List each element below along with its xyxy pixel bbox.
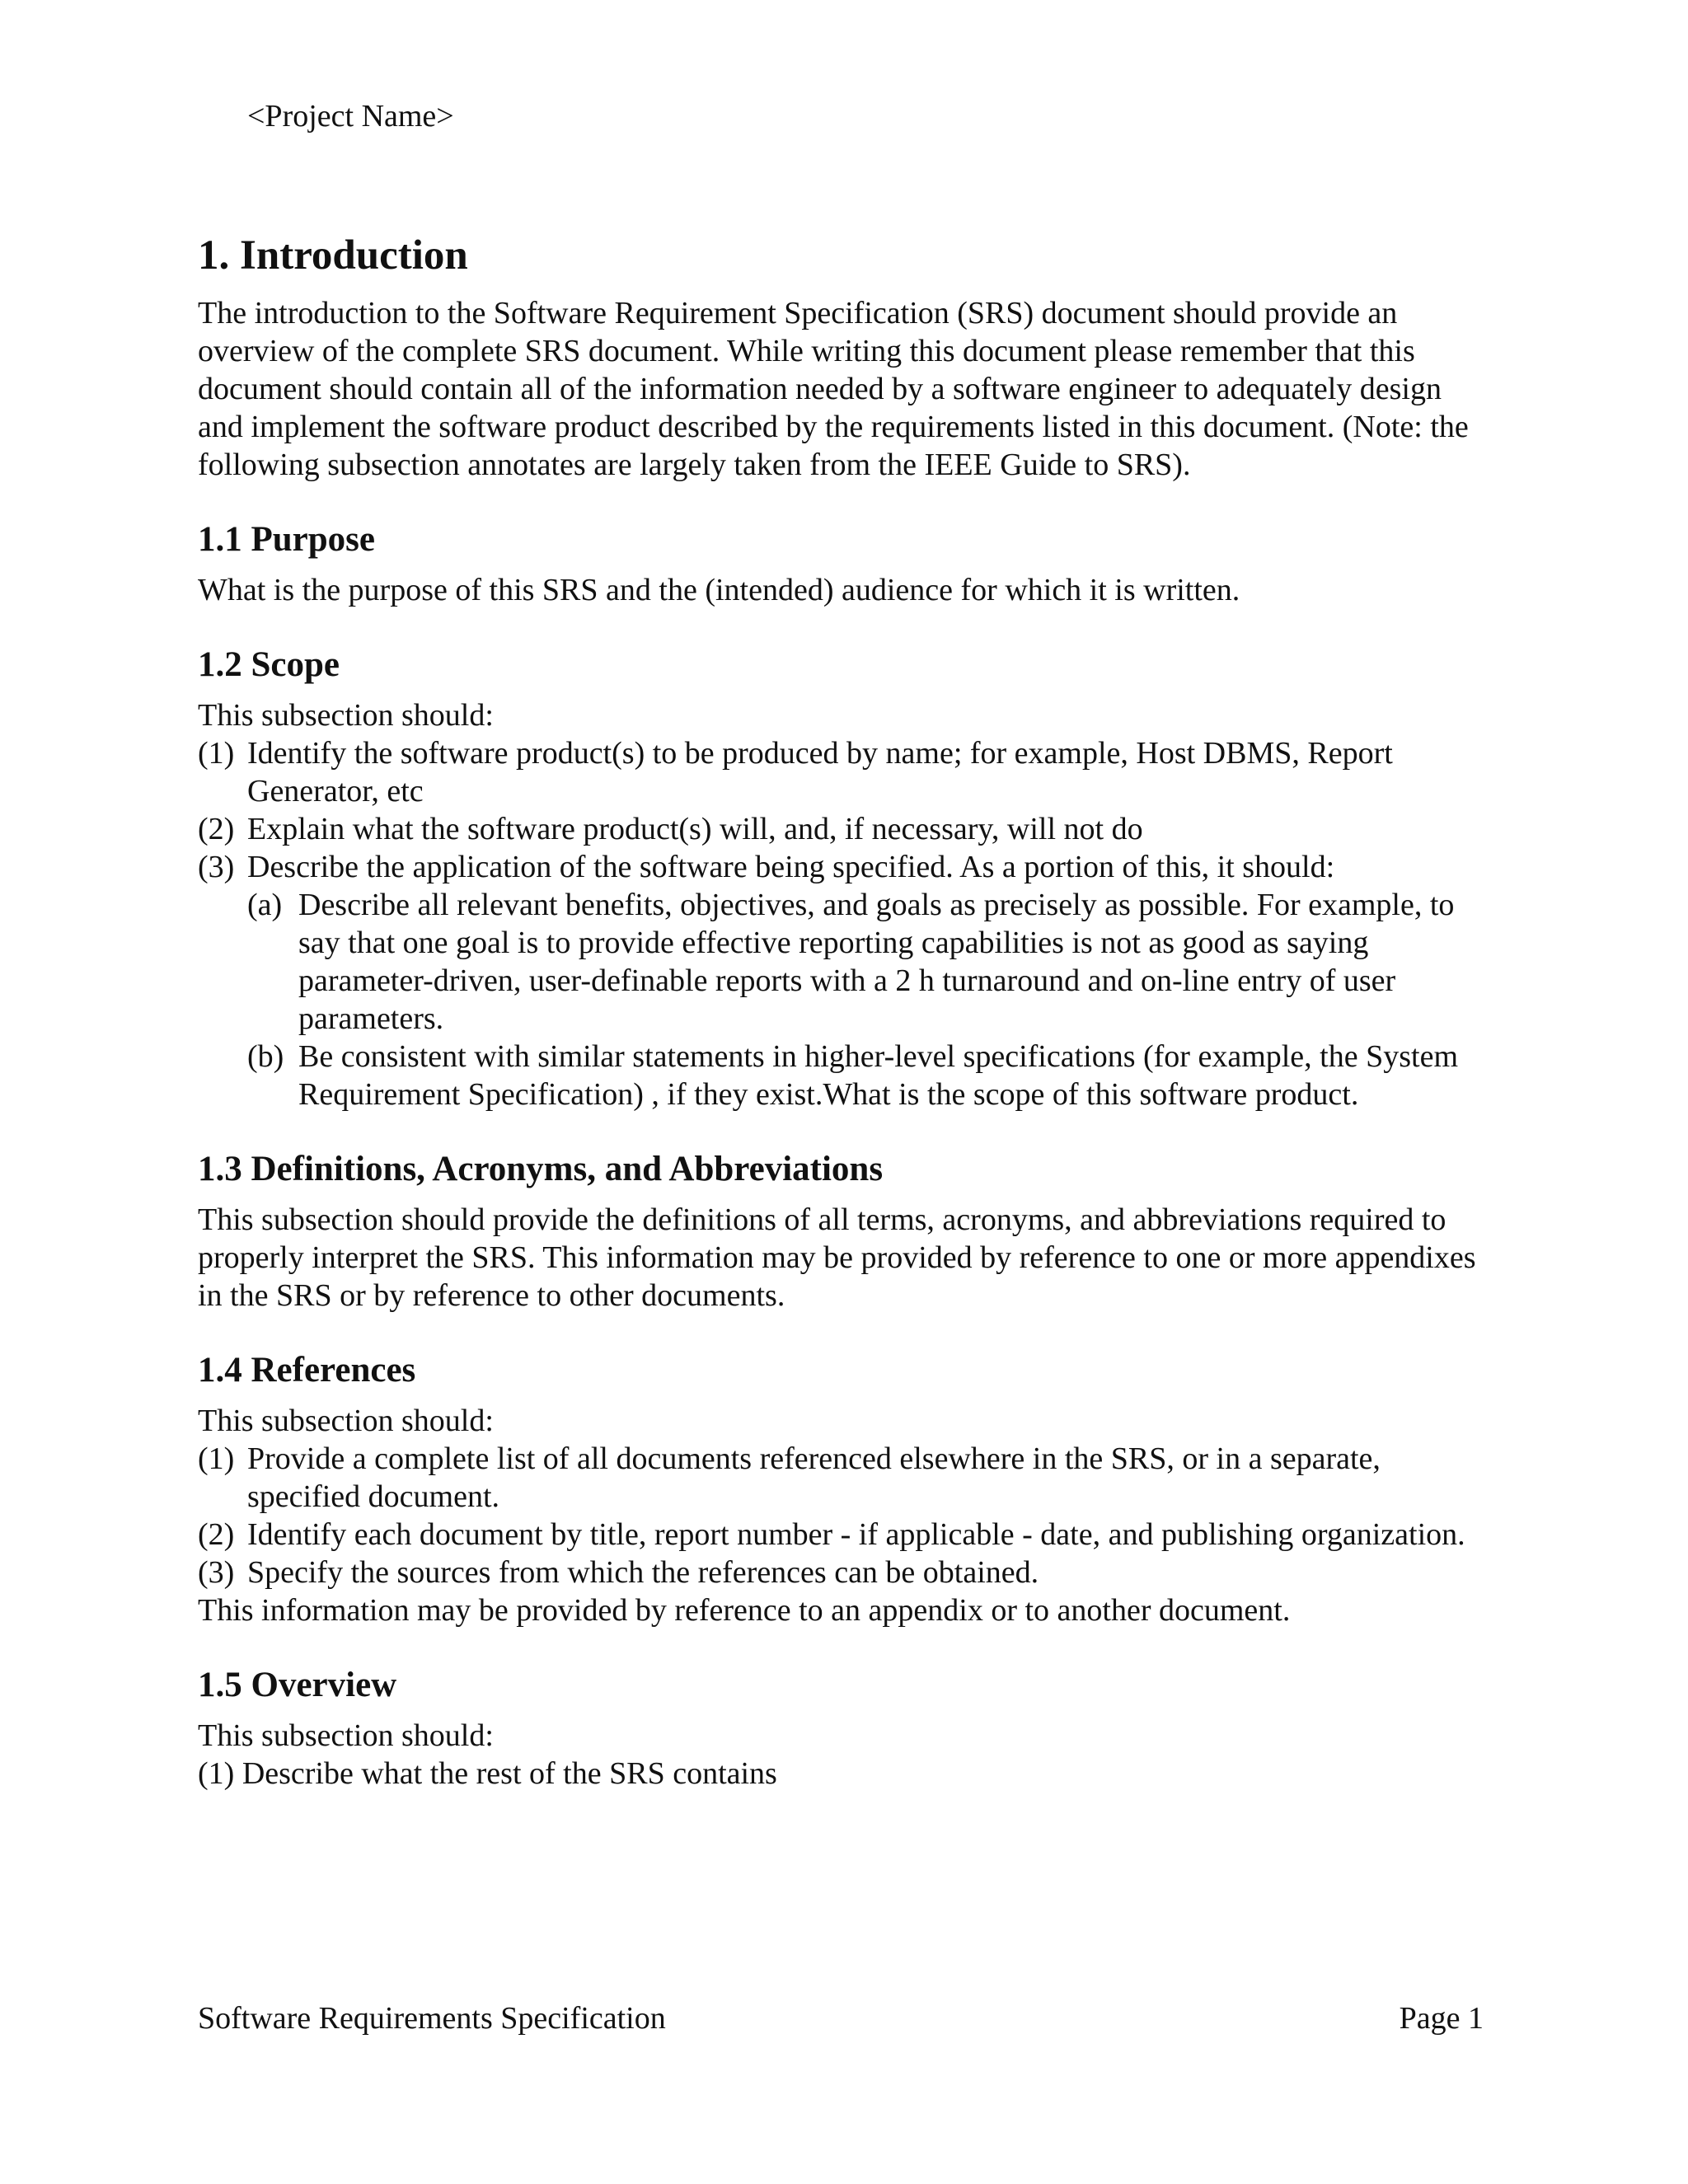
list-text: Identify each document by title, report number - if applicable - date, and publishing organization. [247,1517,1465,1552]
heading-scope: 1.2 Scope [198,645,340,684]
list-text: Specify the sources from which the references can be obtained. [247,1555,1039,1590]
heading-purpose: 1.1 Purpose [198,520,375,559]
footer-document-title: Software Requirements Specification [198,2001,666,2036]
definitions-body: This subsection should provide the definitions of all terms, acronyms, and abbreviations required to properly interpret the SRS. This information may be provided by reference to one or more appendixes in the SRS or by reference to other documents. [198,1202,1476,1313]
overview-list-item [198,1755,1484,1793]
heading-definitions: 1.3 Definitions, Acronyms, and Abbreviations [198,1150,884,1188]
section-overview [198,1664,1484,1793]
list-number: (1) [198,736,235,771]
footer-page-number: Page 1 [1399,2001,1484,2036]
section-introduction [198,227,1484,484]
sub-list-text: Describe all relevant benefits, objectives, and goals as precisely as possible. For example, to say that one goal is to provide effective reporting capabilities is not as good as saying parameter-driven, user-definable reports with a 2 h turnaround and on-line entry of user parameters. [298,888,1455,1036]
heading-references: 1.4 References [198,1351,416,1390]
references-list-item [198,1554,1484,1591]
references-list-item [198,1440,1484,1516]
list-number: (1) [198,1441,235,1476]
scope-intro: This subsection should: [198,698,494,733]
scope-list-item [198,848,1484,886]
scope-sub-item [198,1038,1484,1113]
scope-list-item [198,734,1484,810]
list-number: (3) [198,850,235,884]
sub-list-letter: (b) [247,1039,284,1074]
overview-intro: This subsection should: [198,1718,494,1753]
references-list-item [198,1516,1484,1554]
list-text: Describe what the rest of the SRS contains [241,1756,777,1791]
sub-list-text: Be consistent with similar statements in higher-level specifications (for example, the System Requirement Specification) , if they exist.What is the scope of this software product. [298,1039,1459,1112]
project-name-header: <Project Name> [247,99,454,134]
list-text: Provide a complete list of all documents referenced elsewhere in the SRS, or in a separate, specified document. [247,1441,1381,1514]
references-outro: This information may be provided by reference to an appendix or to another document. [198,1593,1291,1628]
introduction-body: The introduction to the Software Requirement Specification (SRS) document should provide an overview of the complete SRS document. While writing this document please remember that this document should contain all of the information needed by a software engineer to adequately design and implement the software product described by the requirements listed in this document. (Note: the following subsection annotates are largely taken from the IEEE Guide to SRS). [198,296,1469,482]
section-references [198,1349,1484,1629]
references-intro: This subsection should: [198,1404,494,1438]
list-number: (3) [198,1555,235,1590]
list-number: (1) [198,1756,235,1791]
list-text: Explain what the software product(s) will, and, if necessary, will not do [247,812,1143,846]
list-number: (2) [198,812,235,846]
section-definitions [198,1148,1484,1315]
sub-list-letter: (a) [247,888,283,922]
scope-list-item [198,810,1484,848]
scope-sub-item [198,886,1484,1038]
section-scope [198,644,1484,1113]
document-body [198,227,1484,1827]
list-number: (2) [198,1517,235,1552]
section-purpose [198,518,1484,609]
heading-introduction: 1. Introduction [198,232,468,279]
list-text: Identify the software product(s) to be produced by name; for example, Host DBMS, Report Generator, etc [247,736,1393,808]
purpose-body: What is the purpose of this SRS and the (intended) audience for which it is written. [198,573,1240,607]
heading-overview: 1.5 Overview [198,1666,397,1704]
list-text: Describe the application of the software being specified. As a portion of this, it should: [247,850,1335,884]
